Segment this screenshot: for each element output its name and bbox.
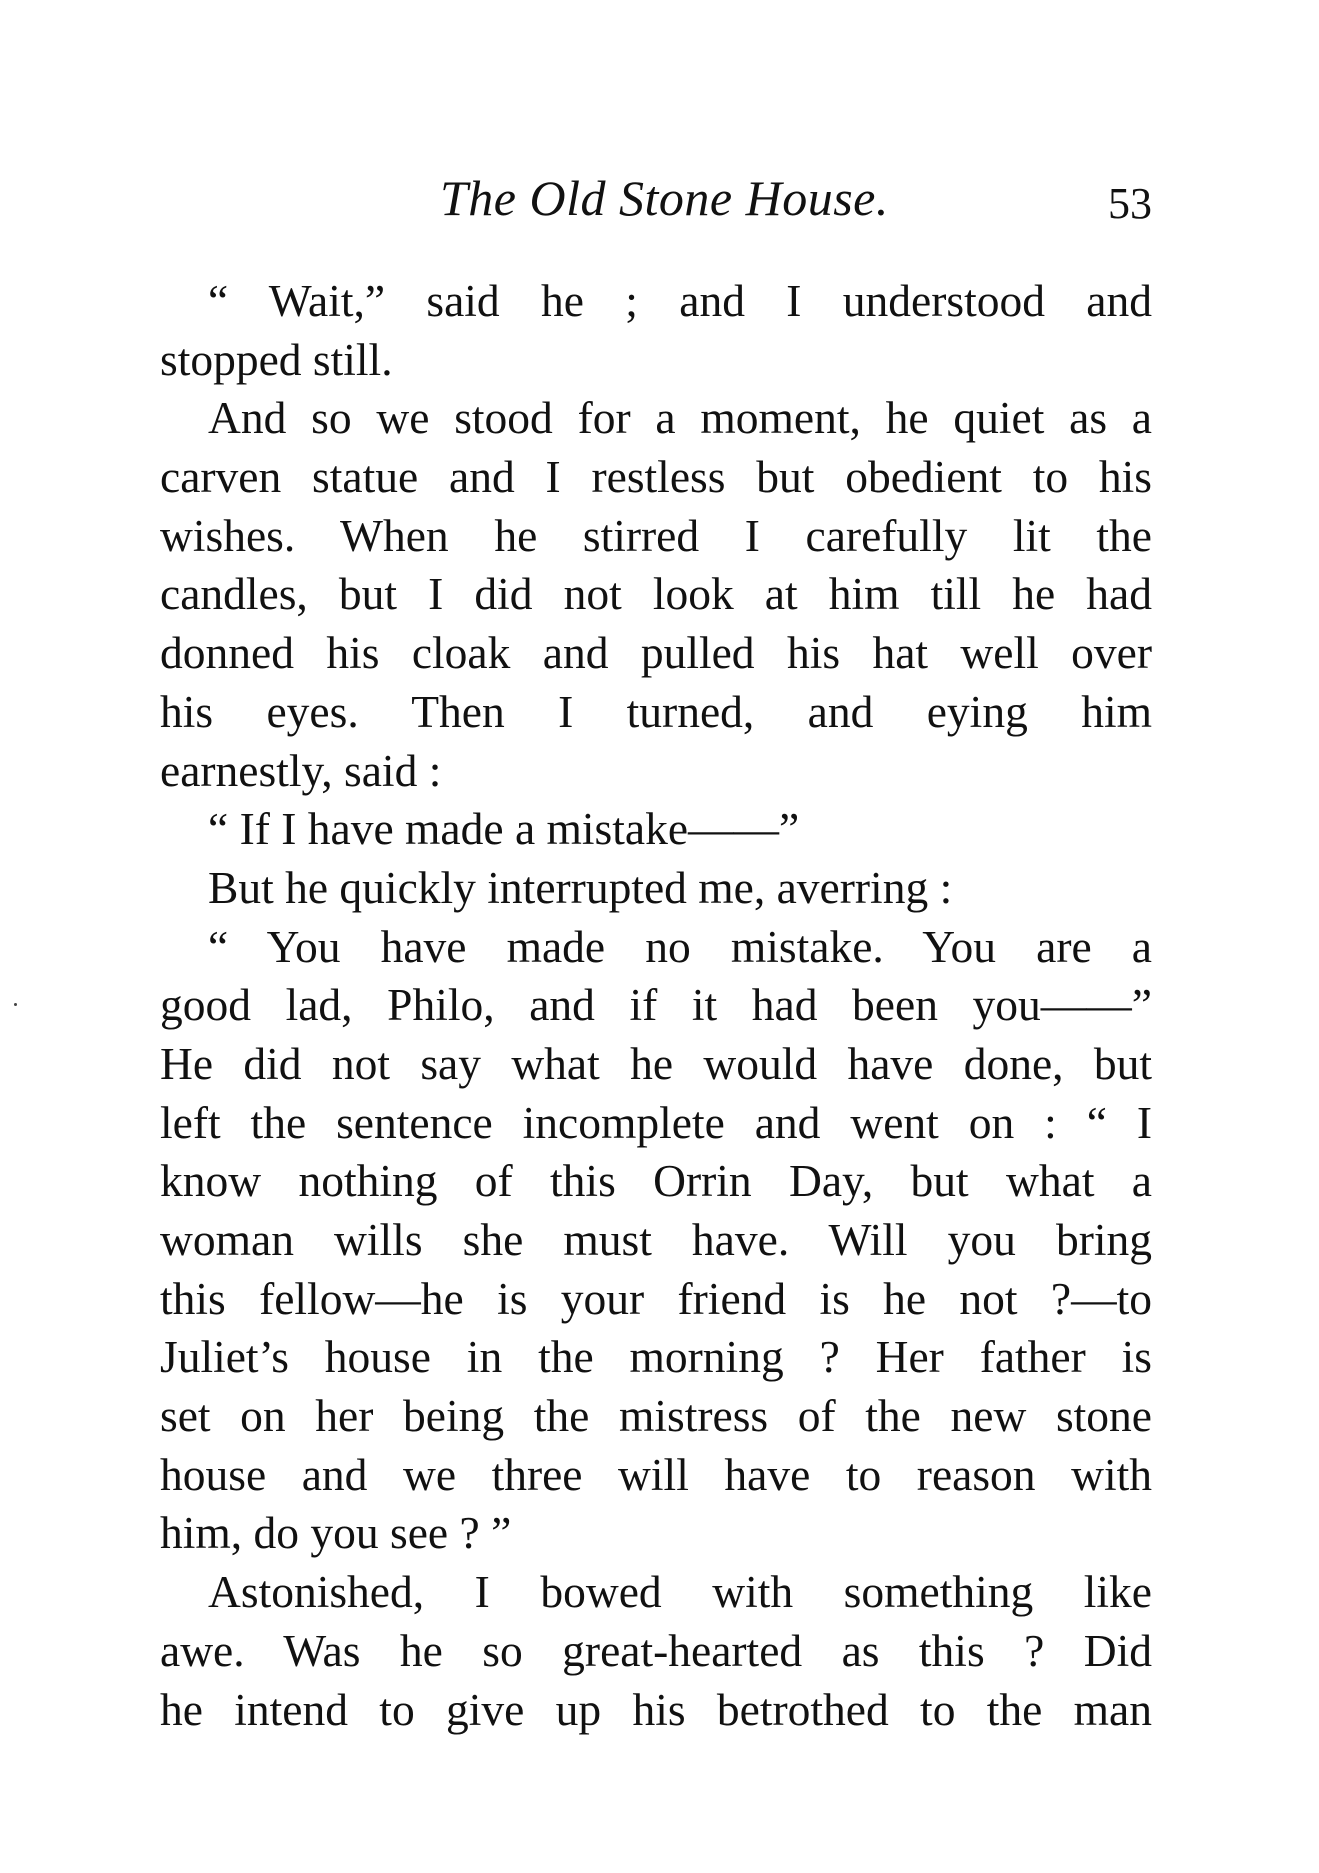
text-line: He did not say what he would have done, but [160, 1037, 1152, 1089]
text-line: his eyes. Then I turned, and eying him [160, 685, 1152, 737]
stray-ink-mark [14, 1003, 17, 1006]
text-line: Juliet’s house in the morning ? Her father is [160, 1331, 1152, 1383]
text-line: stopped still. [160, 333, 393, 385]
text-line: And so we stood for a moment, he quiet as a [208, 392, 1152, 444]
text-line: donned his cloak and pulled his hat well over [160, 627, 1152, 679]
text-line: house and we three will have to reason with [160, 1448, 1152, 1500]
running-title: The Old Stone House. [440, 170, 889, 226]
running-head [160, 168, 1152, 228]
text-line: left the sentence incomplete and went on : “ I [160, 1096, 1152, 1148]
text-line: this fellow—he is your friend is he not ?—to [160, 1272, 1152, 1324]
body-text [160, 272, 1152, 1739]
text-line: awe. Was he so great-hearted as this ? Did [160, 1624, 1152, 1676]
text-line: set on her being the mistress of the new stone [160, 1390, 1152, 1442]
page-number: 53 [1108, 179, 1152, 228]
text-line: wishes. When he stirred I carefully lit the [160, 509, 1152, 561]
text-line: good lad, Philo, and if it had been you——” [160, 979, 1152, 1031]
text-line: “ You have made no mistake. You are a [208, 920, 1152, 972]
text-line: “ Wait,” said he ; and I understood and [208, 275, 1152, 326]
text-line: he intend to give up his betrothed to the man [160, 1683, 1152, 1735]
text-line: But he quickly interrupted me, averring : [208, 861, 953, 913]
text-line: candles, but I did not look at him till he had [160, 568, 1152, 620]
text-line: him, do you see ? ” [160, 1507, 512, 1559]
text-line: “ If I have made a mistake——” [208, 803, 800, 855]
text-line: know nothing of this Orrin Day, but what a [160, 1155, 1152, 1207]
text-line: carven statue and I restless but obedient to his [160, 451, 1152, 503]
text-line: Astonished, I bowed with something like [208, 1566, 1152, 1618]
text-line: woman wills she must have. Will you bring [160, 1214, 1152, 1265]
text-line: earnestly, said : [160, 744, 442, 796]
